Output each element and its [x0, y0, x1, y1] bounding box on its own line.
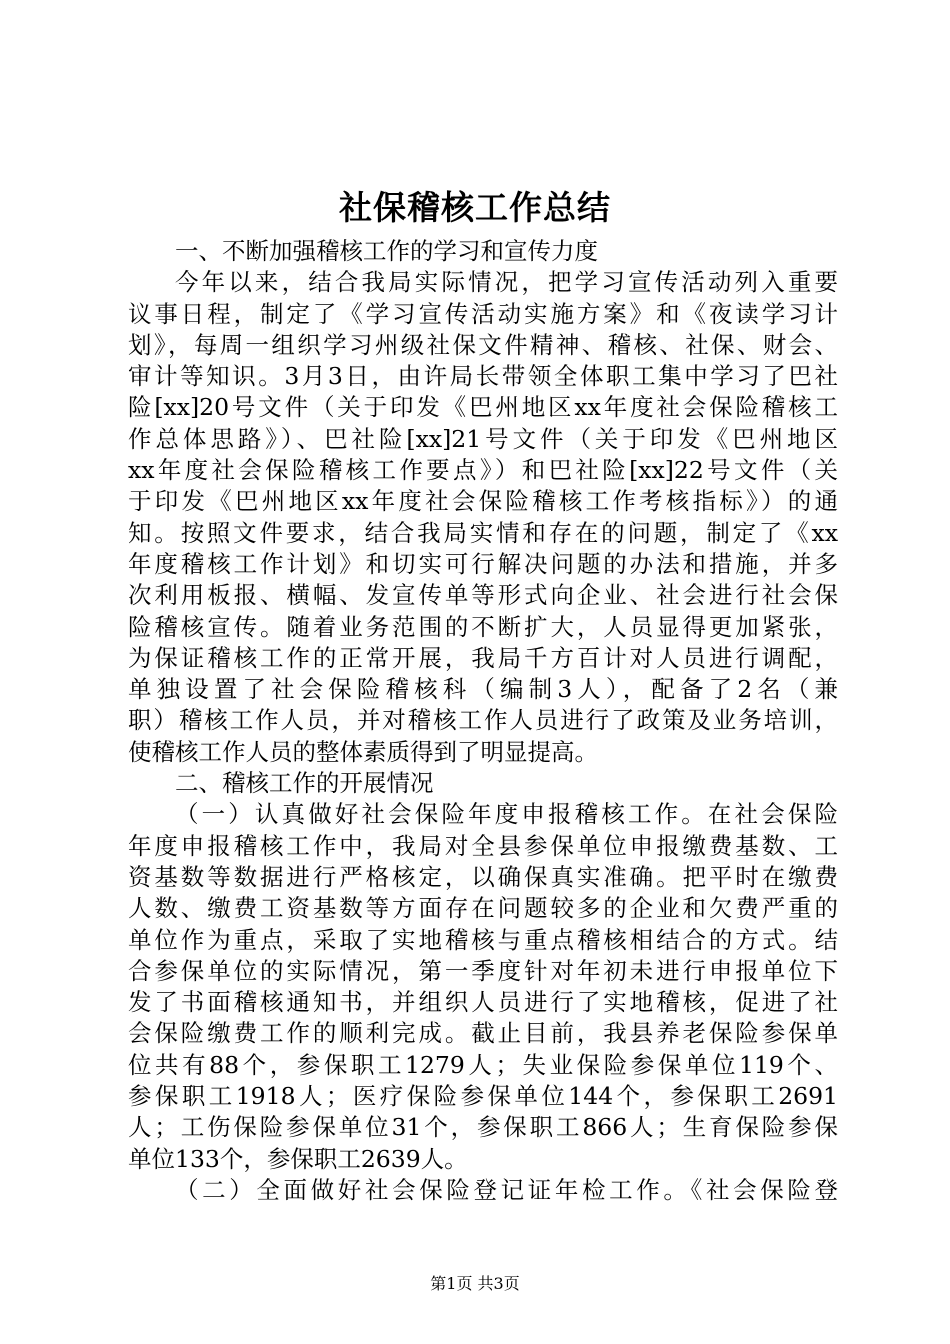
text-line: 为保证稽核工作的正常开展，我局千方百计对人员进行调配， — [128, 643, 838, 672]
text-line: 年度申报稽核工作中，我局对全县参保单位申报缴费基数、工 — [128, 831, 838, 860]
text-line: 单位133个，参保职工2639人。 — [128, 1144, 468, 1173]
text-line: 今年以来，结合我局实际情况，把学习宣传活动列入重要 — [175, 268, 838, 297]
text-line: 议事日程，制定了《学习宣传活动实施方案》和《夜读学习计 — [128, 299, 838, 328]
document-body — [128, 236, 838, 1206]
text-line: 参保职工1918人；医疗保险参保单位144个，参保职工2691 — [128, 1082, 838, 1111]
page-footer: 第1页 共3页 — [430, 1274, 520, 1293]
text-line: 使稽核工作人员的整体素质得到了明显提高。 — [128, 737, 598, 766]
text-line: （二）全面做好社会保险登记证年检工作。《社会保险登 — [175, 1175, 838, 1204]
text-line: 发了书面稽核通知书，并组织人员进行了实地稽核，促进了社 — [128, 988, 838, 1017]
text-line: 人；工伤保险参保单位31个，参保职工866人；生育保险参保 — [128, 1113, 838, 1142]
text-line: 审计等知识。3月3日，由许局长带领全体职工集中学习了巴社 — [128, 362, 838, 391]
text-line: 合参保单位的实际情况，第一季度针对年初未进行申报单位下 — [128, 956, 838, 985]
text-line: 险[xx]20号文件（关于印发《巴州地区xx年度社会保险稽核工 — [128, 393, 838, 422]
text-line: 资基数等数据进行严格核定，以确保真实准确。把平时在缴费 — [128, 862, 838, 891]
text-line: 人数、缴费工资基数等方面存在问题较多的企业和欠费严重的 — [128, 894, 838, 923]
document-title: 社保稽核工作总结 — [339, 188, 611, 227]
text-line: 年度稽核工作计划》和切实可行解决问题的办法和措施，并多 — [128, 549, 838, 578]
text-line: 一、不断加强稽核工作的学习和宣传力度 — [175, 237, 598, 265]
text-line: 险稽核宣传。随着业务范围的不断扩大，人员显得更加紧张， — [128, 612, 838, 641]
text-line: （一）认真做好社会保险年度申报稽核工作。在社会保险 — [175, 800, 838, 829]
text-line: 划》，每周一组织学习州级社保文件精神、稽核、社保、财会、 — [128, 330, 838, 359]
text-line: 会保险缴费工作的顺利完成。截止目前，我县养老保险参保单 — [128, 1019, 838, 1048]
text-line: 次利用板报、横幅、发宣传单等形式向企业、社会进行社会保 — [128, 581, 838, 610]
text-line: 作总体思路》）、巴社险[xx]21号文件（关于印发《巴州地区 — [128, 424, 838, 453]
text-line: 职）稽核工作人员，并对稽核工作人员进行了政策及业务培训， — [128, 706, 838, 735]
text-line: xx年度社会保险稽核工作要点》）和巴社险[xx]22号文件（关 — [128, 456, 838, 485]
text-line: 位共有88个，参保职工1279人；失业保险参保单位119个、 — [128, 1050, 838, 1079]
text-line: 二、稽核工作的开展情况 — [175, 769, 434, 798]
text-line: 于印发《巴州地区xx年度社会保险稽核工作考核指标》）的通 — [128, 487, 838, 516]
text-line: 单独设置了社会保险稽核科（编制3人），配备了2名（兼 — [128, 675, 838, 704]
text-line: 单位作为重点，采取了实地稽核与重点稽核相结合的方式。结 — [128, 925, 838, 954]
text-line: 知。按照文件要求，结合我局实情和存在的问题，制定了《xx — [128, 518, 838, 547]
